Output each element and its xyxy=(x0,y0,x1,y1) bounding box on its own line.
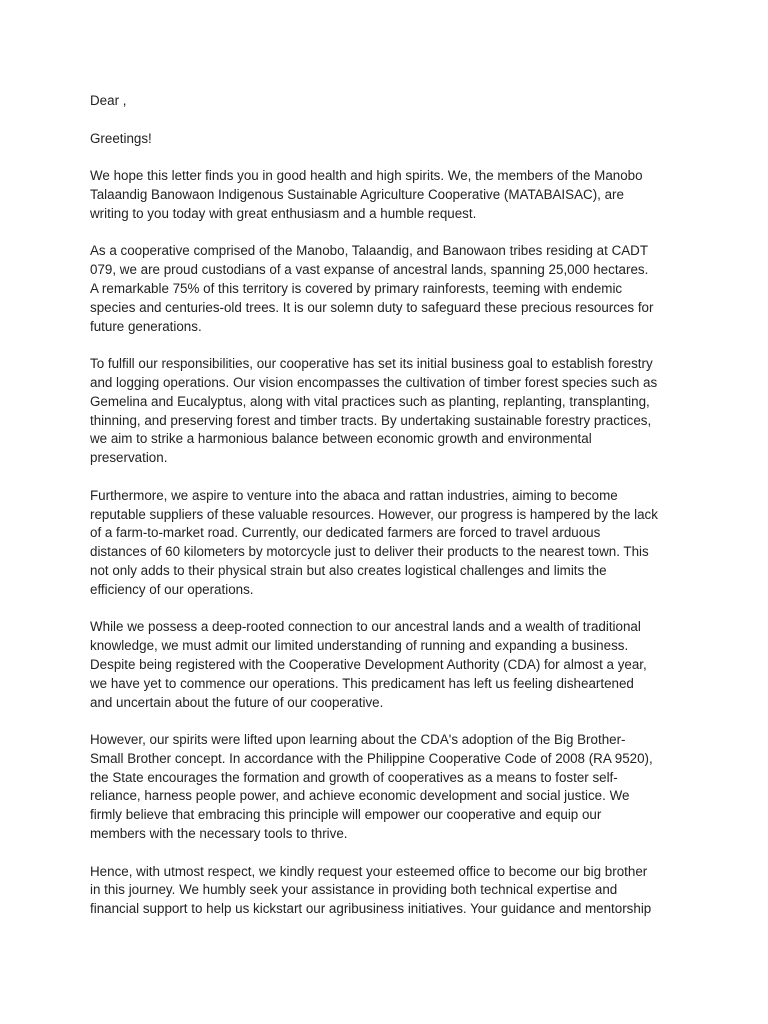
paragraph-intro: We hope this letter finds you in good health and high spirits. We, the members of the Manobo Talaandig Banowaon Indigenous Sustainable Agriculture Cooperative (MATABAISAC), are writing to you today with great enthusiasm and a humble request. xyxy=(90,168,643,221)
paragraph-business-knowledge: While we possess a deep-rooted connection to our ancestral lands and a wealth of traditional knowledge, we must admit our limited understanding of running and expanding a business. Despite being registered with the Cooperative Development Authority (CDA) for almost a year, we have yet to commence our operations. This predicament has left us feeling disheartened and uncertain about the future of our cooperative. xyxy=(90,619,647,710)
greeting: Greetings! xyxy=(90,130,152,146)
paragraph-request: Hence, with utmost respect, we kindly request your esteemed office to become our big brother in this journey. We humbly seek your assistance in providing both technical expertise and financial support to help us kickstart our agribusiness initiatives. Your guidance and mentorship xyxy=(90,863,652,917)
salutation: Dear , xyxy=(90,93,127,108)
paragraph-ancestral-lands: As a cooperative comprised of the Manobo, Talaandig, and Banowaon tribes residing at CADT 079, we are proud custodians of a vast expanse of ancestral lands, spanning 25,000 hectares. A remarkable 75% of this territory is covered by primary rainforests, teeming with endemic species and centuries-old trees. It is our solemn duty to safeguard these precious resources for future generations. xyxy=(90,243,654,334)
paragraph-forestry-goal: To fulfill our responsibilities, our cooperative has set its initial business goal to establish forestry and logging operations. Our vision encompasses the cultivation of timber forest species such as Gemelina and Eucalyptus, along with vital practices such as planting, replanting, transplanting, thinning, and preserving forest and timber tracts. By undertaking sustainable forestry practices, we aim to strike a harmonious balance between economic growth and environmental preservation. xyxy=(90,356,658,466)
letter-body xyxy=(90,92,690,938)
paragraph-big-brother-concept: However, our spirits were lifted upon learning about the CDA's adoption of the Big Brother- Small Brother concept. In accordance with the Philippine Cooperative Code of 2008 (RA 9520), the State encourages the formation and growth of cooperatives as a means to foster self- reliance, harness people power, and achieve economic development and social justice. We firmly believe that embracing this principle will empower our cooperative and equip our members with the necessary tools to thrive. xyxy=(90,732,653,842)
paragraph-abaca-rattan: Furthermore, we aspire to venture into the abaca and rattan industries, aiming to become reputable suppliers of these valuable resources. However, our progress is hampered by the lack of a farm-to-market road. Currently, our dedicated farmers are forced to travel arduous distances of 60 kilometers by motorcycle just to deliver their products to the nearest town. This not only adds to their physical strain but also creates logistical challenges and limits the efficiency of our operations. xyxy=(90,487,658,597)
